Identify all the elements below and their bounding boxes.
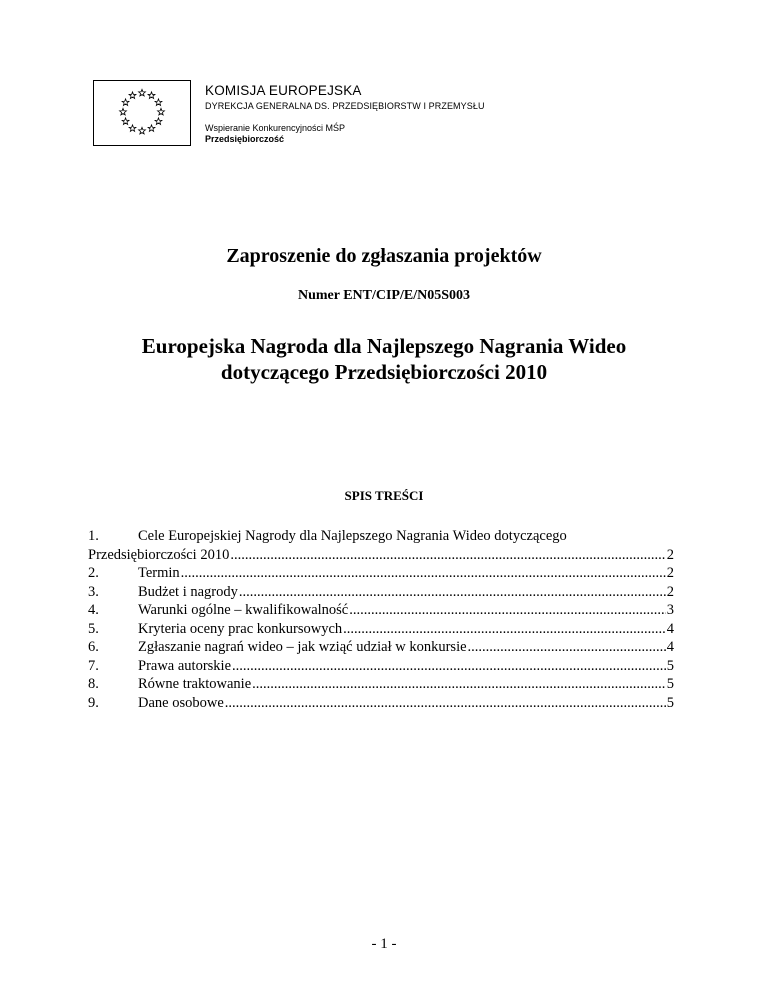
flag-star bbox=[148, 125, 155, 132]
toc-entry-text: Cele Europejskiej Nagrody dla Najlepszego Nagrania Wideo dotyczącego bbox=[138, 528, 567, 544]
toc-page-number: 3 bbox=[666, 602, 674, 618]
toc-dot-leader bbox=[349, 601, 666, 620]
toc-dot-leader bbox=[232, 657, 666, 676]
toc-page-number: 4 bbox=[666, 620, 674, 637]
toc-entry-text: Budżet i nagrody bbox=[138, 583, 238, 600]
toc-dot-leader bbox=[343, 620, 666, 639]
reference-number: Numer ENT/CIP/E/N05S003 bbox=[297, 288, 471, 303]
toc-page-number: 4 bbox=[666, 639, 674, 655]
toc-page-number: 2 bbox=[666, 583, 674, 600]
flag-star bbox=[122, 99, 129, 106]
award-title-line1: Europejska Nagroda dla Najlepszego Nagrania Wideo bbox=[141, 334, 627, 358]
flag-star bbox=[155, 118, 162, 125]
toc-entry-number: 3. bbox=[88, 583, 99, 600]
toc-entry-number: 5. bbox=[88, 620, 99, 637]
eu-flag-icon bbox=[93, 80, 191, 146]
flag-star bbox=[148, 92, 155, 99]
toc-entry-text: Prawa autorskie bbox=[138, 657, 232, 674]
toc-page-number: 5 bbox=[666, 657, 674, 674]
toc-entry-text: Przedsiębiorczości 2010 bbox=[88, 546, 230, 563]
document-title: Zaproszenie do zgłaszania projektów bbox=[226, 245, 542, 267]
toc-page-number: 2 bbox=[666, 546, 674, 563]
toc-entry-number: 1. bbox=[88, 528, 99, 544]
toc-dot-leader bbox=[230, 546, 665, 565]
toc-entry-9[interactable] bbox=[88, 694, 674, 713]
unit-name: Wspieranie Konkurencyjności MŚP bbox=[205, 123, 346, 133]
flag-star bbox=[122, 118, 129, 125]
toc-entry-number: 7. bbox=[88, 657, 99, 674]
toc-entry-text: Termin bbox=[138, 565, 180, 581]
toc-entry-number: 9. bbox=[88, 694, 99, 711]
flag-star bbox=[139, 89, 146, 96]
page-number: - 1 - bbox=[371, 936, 397, 952]
flag-star bbox=[155, 99, 162, 106]
toc-entry-text: Równe traktowanie bbox=[138, 676, 252, 692]
flag-star bbox=[158, 108, 165, 115]
toc-page-number: 2 bbox=[666, 565, 674, 581]
toc-entry-text: Zgłaszanie nagrań wideo – jak wziąć udział w konkursie bbox=[138, 639, 467, 655]
toc-entry-number: 6. bbox=[88, 639, 99, 655]
flag-star bbox=[120, 108, 127, 115]
toc-dot-leader bbox=[252, 675, 666, 694]
directorate-name: DYREKCJA GENERALNA DS. PRZEDSIĘBIORSTW I PRZEMYSŁU bbox=[205, 101, 485, 111]
letterhead bbox=[93, 80, 613, 150]
subunit-name: Przedsiębiorczość bbox=[205, 134, 285, 144]
toc-dot-leader bbox=[468, 638, 666, 657]
toc-entry-4[interactable] bbox=[88, 601, 674, 620]
toc-page-number: 5 bbox=[666, 694, 674, 711]
toc-entry-6[interactable] bbox=[88, 638, 674, 657]
award-title-line2: dotyczącego Przedsiębiorczości 2010 bbox=[220, 360, 548, 384]
flag-star bbox=[139, 127, 146, 134]
toc-entry-number: 8. bbox=[88, 676, 99, 692]
organization-name: KOMISJA EUROPEJSKA bbox=[205, 83, 362, 98]
award-title bbox=[0, 333, 768, 385]
toc-entry-text: Warunki ogólne – kwalifikowalność bbox=[138, 602, 349, 618]
toc-entry-8[interactable] bbox=[88, 675, 674, 694]
toc-page-number: 5 bbox=[666, 676, 674, 692]
toc-entry-7[interactable] bbox=[88, 657, 674, 676]
organization-block bbox=[205, 83, 485, 144]
toc-entry-3[interactable] bbox=[88, 583, 674, 602]
toc-entry-1[interactable] bbox=[88, 546, 674, 565]
toc-entry-number: 2. bbox=[88, 565, 99, 581]
toc-dot-leader bbox=[239, 583, 666, 602]
flag-star bbox=[129, 125, 136, 132]
toc-dot-leader bbox=[225, 694, 666, 713]
toc-entry-text: Kryteria oceny prac konkursowych bbox=[138, 620, 343, 637]
toc-entry-5[interactable] bbox=[88, 620, 674, 639]
toc-entry-text: Dane osobowe bbox=[138, 694, 224, 711]
table-of-contents bbox=[88, 527, 674, 712]
toc-heading: SPIS TREŚCI bbox=[344, 488, 424, 503]
toc-entry-2[interactable] bbox=[88, 564, 674, 583]
flag-star bbox=[129, 92, 136, 99]
toc-entry-number: 4. bbox=[88, 602, 99, 618]
toc-entry-1-heading[interactable] bbox=[88, 527, 674, 546]
toc-dot-leader bbox=[181, 564, 666, 583]
